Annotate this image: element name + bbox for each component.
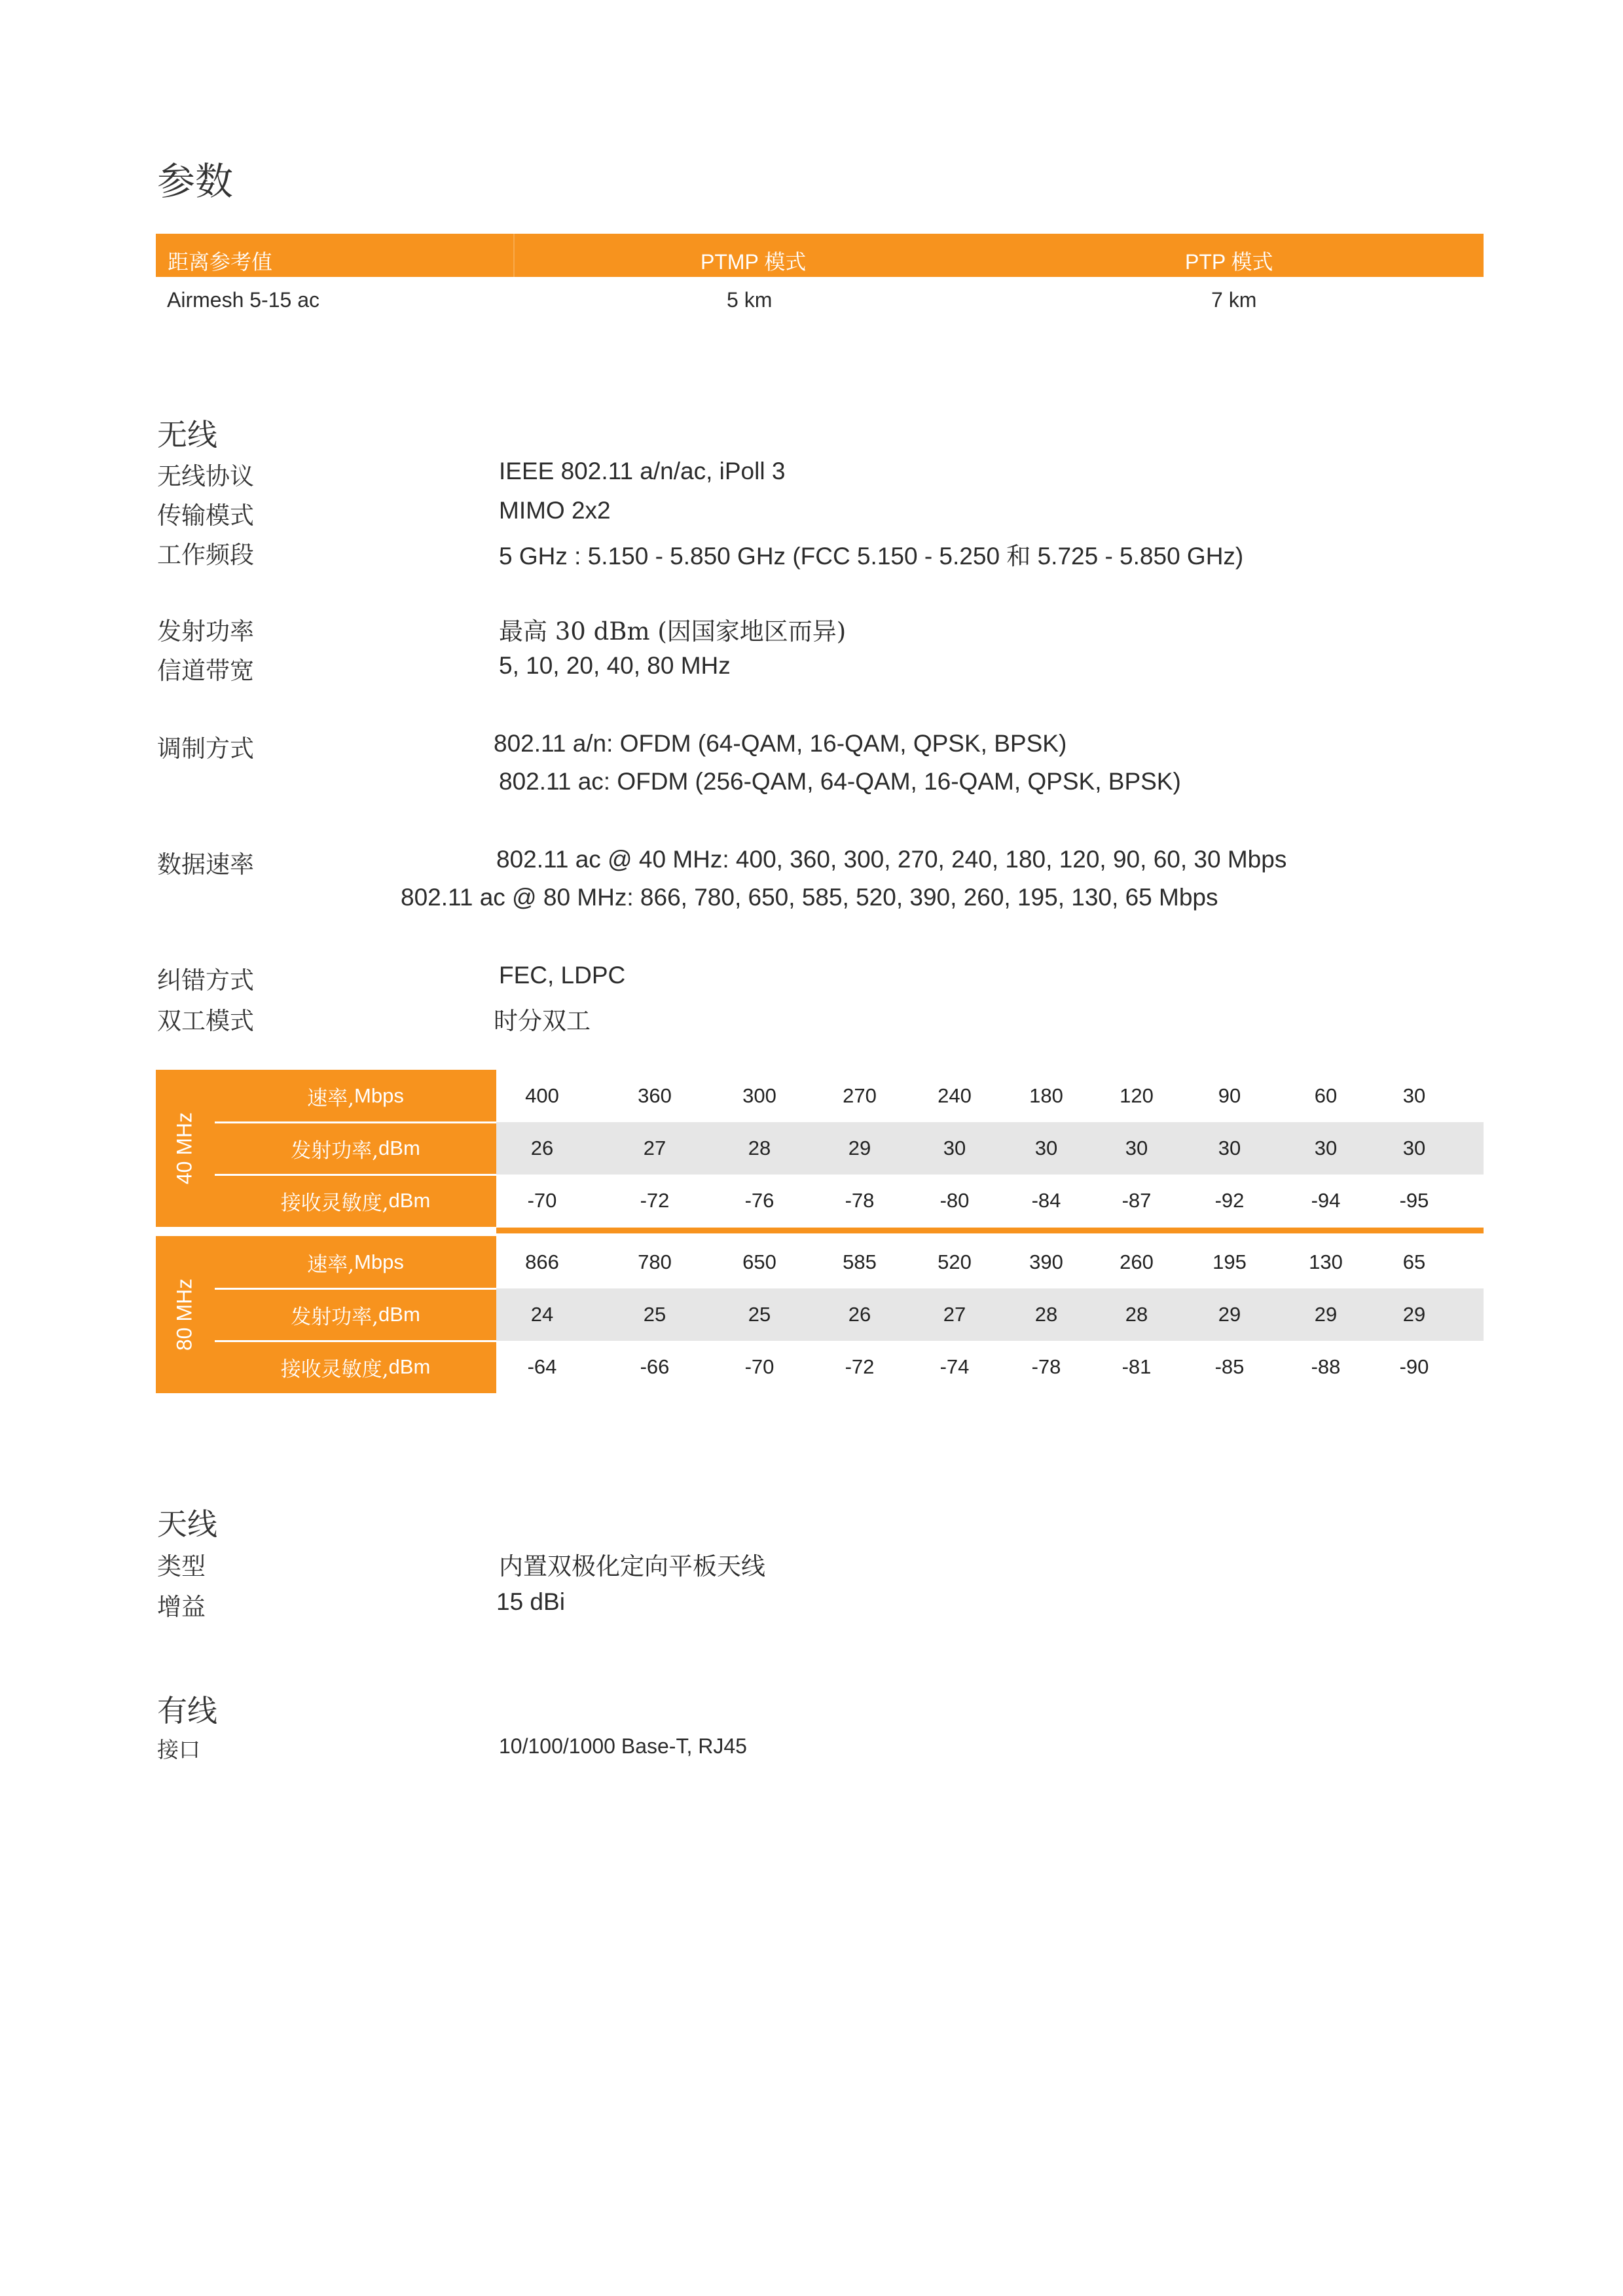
band-label-block xyxy=(156,1236,496,1393)
row-label xyxy=(215,1341,496,1393)
distance-table-header xyxy=(156,234,1484,277)
row-label xyxy=(215,1122,496,1175)
row-label-unit: dBm xyxy=(378,1303,420,1326)
row-label xyxy=(215,1236,496,1288)
table-cell: 30 xyxy=(943,1137,966,1159)
table-cell: -95 xyxy=(1399,1189,1429,1212)
table-cell: -74 xyxy=(939,1355,970,1378)
band-label: 工作频段 xyxy=(157,541,254,569)
protocol-label: 无线协议 xyxy=(157,462,254,490)
table-cell: -78 xyxy=(1031,1355,1061,1378)
table-cell: 25 xyxy=(643,1303,666,1326)
table-cell: 60 xyxy=(1314,1084,1338,1107)
table-cell: 27 xyxy=(943,1303,966,1326)
table-cell: 866 xyxy=(525,1250,559,1273)
table-cell: 650 xyxy=(742,1250,776,1273)
power-label: 发射功率 xyxy=(157,617,254,646)
row-label-cn: 速率, xyxy=(307,1252,355,1277)
mode-label: 传输模式 xyxy=(157,501,254,530)
table-cell: -80 xyxy=(939,1189,970,1212)
row-label-unit: dBm xyxy=(388,1355,431,1378)
table-cell: 30 xyxy=(1218,1137,1241,1159)
wired-port-value: 10/100/1000 Base-T, RJ45 xyxy=(499,1734,747,1758)
row-label-unit: dBm xyxy=(378,1137,420,1159)
row-label-unit: Mbps xyxy=(354,1250,404,1273)
row-label-cn: 接收灵敏度, xyxy=(280,1191,389,1215)
table-cell: 585 xyxy=(843,1250,877,1273)
table-cell: -72 xyxy=(640,1189,670,1212)
wired-port-label: 接口 xyxy=(157,1737,200,1762)
row-label xyxy=(215,1288,496,1341)
row-label xyxy=(215,1070,496,1122)
bandwidth-value: 5, 10, 20, 40, 80 MHz xyxy=(499,652,731,679)
band-label-block xyxy=(156,1070,496,1227)
row-label-cn: 发射功率, xyxy=(291,1305,379,1329)
band-name-text: 40 MHz xyxy=(172,1112,196,1185)
row-label xyxy=(215,1175,496,1227)
table-cell: 90 xyxy=(1218,1084,1241,1107)
table-cell: 130 xyxy=(1309,1250,1343,1273)
band-value: 5 GHz : 5.150 - 5.850 GHz (FCC 5.150 - 5.250 和 5.725 - 5.850 GHz) xyxy=(499,543,1244,570)
table-cell: 300 xyxy=(742,1084,776,1107)
table-cell: 26 xyxy=(848,1303,871,1326)
table-cell: 28 xyxy=(1125,1303,1148,1326)
table-cell: 400 xyxy=(525,1084,559,1107)
table-cell: 195 xyxy=(1213,1250,1247,1273)
group-separator xyxy=(496,1228,1484,1233)
table-cell: 390 xyxy=(1029,1250,1063,1273)
page-title: 参数 xyxy=(157,159,234,204)
datarate-value-2: 802.11 ac @ 80 MHz: 866, 780, 650, 585, 520, 390, 260, 195, 130, 65 Mbps xyxy=(401,884,1218,911)
table-cell: -84 xyxy=(1031,1189,1061,1212)
table-cell: -94 xyxy=(1311,1189,1341,1212)
table-cell: -66 xyxy=(640,1355,670,1378)
band-name xyxy=(156,1236,213,1393)
duplex-label: 双工模式 xyxy=(157,1007,254,1035)
table-cell: -70 xyxy=(527,1189,557,1212)
table-cell: 270 xyxy=(843,1084,877,1107)
table-cell: 520 xyxy=(938,1250,972,1273)
table-cell: 24 xyxy=(530,1303,554,1326)
antenna-heading: 天线 xyxy=(157,1506,217,1542)
table-cell: -70 xyxy=(744,1355,775,1378)
table-cell: -78 xyxy=(845,1189,875,1212)
distance-header-ref: 距离参考值 xyxy=(168,249,273,274)
antenna-gain-label: 增益 xyxy=(157,1593,206,1621)
table-cell: 30 xyxy=(1034,1137,1058,1159)
table-cell: 29 xyxy=(848,1137,871,1159)
fec-value: FEC, LDPC xyxy=(499,962,626,989)
table-cell: 65 xyxy=(1402,1250,1426,1273)
row-label-cn: 发射功率, xyxy=(291,1139,379,1163)
table-cell: 29 xyxy=(1218,1303,1241,1326)
datarate-value-1: 802.11 ac @ 40 MHz: 400, 360, 300, 270, 240, 180, 120, 90, 60, 30 Mbps xyxy=(496,846,1287,873)
antenna-gain-value: 15 dBi xyxy=(496,1588,565,1615)
table-cell: 240 xyxy=(938,1084,972,1107)
mode-value: MIMO 2x2 xyxy=(499,497,611,524)
table-cell: -81 xyxy=(1122,1355,1152,1378)
bandwidth-label: 信道带宽 xyxy=(157,657,254,685)
distance-header-ptmp: PTMP 模式 xyxy=(701,250,807,274)
antenna-type-value: 内置双极化定向平板天线 xyxy=(499,1552,765,1580)
row-label-unit: Mbps xyxy=(354,1084,404,1107)
table-cell: -92 xyxy=(1214,1189,1245,1212)
table-cell: 27 xyxy=(643,1137,666,1159)
table-cell: 25 xyxy=(748,1303,771,1326)
distance-ptmp-value: 5 km xyxy=(727,288,773,312)
table-cell: 260 xyxy=(1120,1250,1154,1273)
protocol-value: IEEE 802.11 a/n/ac, iPoll 3 xyxy=(499,458,786,484)
distance-model: Airmesh 5-15 ac xyxy=(167,288,319,312)
table-cell: 29 xyxy=(1402,1303,1426,1326)
band-name-text: 80 MHz xyxy=(172,1278,196,1351)
row-label-cn: 速率, xyxy=(307,1086,355,1110)
power-value: 最高 30 dBm (因国家地区而异) xyxy=(499,617,847,646)
table-cell: -90 xyxy=(1399,1355,1429,1378)
table-cell: 28 xyxy=(1034,1303,1058,1326)
modulation-label: 调制方式 xyxy=(157,735,254,763)
table-cell: 26 xyxy=(530,1137,554,1159)
row-label-unit: dBm xyxy=(388,1189,431,1212)
wireless-heading: 无线 xyxy=(157,417,217,452)
table-cell: -72 xyxy=(845,1355,875,1378)
table-cell: 120 xyxy=(1120,1084,1154,1107)
table-cell: 30 xyxy=(1314,1137,1338,1159)
table-cell: -64 xyxy=(527,1355,557,1378)
band-name xyxy=(156,1070,213,1227)
table-cell: 780 xyxy=(638,1250,672,1273)
antenna-type-label: 类型 xyxy=(157,1552,206,1580)
table-cell: 30 xyxy=(1402,1084,1426,1107)
table-cell: -88 xyxy=(1311,1355,1341,1378)
duplex-value: 时分双工 xyxy=(494,1007,591,1035)
modulation-value-2: 802.11 ac: OFDM (256-QAM, 64-QAM, 16-QAM, QPSK, BPSK) xyxy=(499,768,1181,795)
datarate-label: 数据速率 xyxy=(157,850,254,879)
table-cell: 360 xyxy=(638,1084,672,1107)
table-cell: -85 xyxy=(1214,1355,1245,1378)
fec-label: 纠错方式 xyxy=(157,966,254,994)
table-cell: -76 xyxy=(744,1189,775,1212)
table-cell: -87 xyxy=(1122,1189,1152,1212)
distance-ptp-value: 7 km xyxy=(1211,288,1257,312)
table-cell: 30 xyxy=(1402,1137,1426,1159)
wired-heading: 有线 xyxy=(157,1693,217,1728)
row-label-cn: 接收灵敏度, xyxy=(280,1357,389,1381)
modulation-value-1: 802.11 a/n: OFDM (64-QAM, 16-QAM, QPSK, BPSK) xyxy=(494,730,1067,757)
table-cell: 180 xyxy=(1029,1084,1063,1107)
table-cell: 29 xyxy=(1314,1303,1338,1326)
header-separator xyxy=(513,234,515,277)
table-cell: 30 xyxy=(1125,1137,1148,1159)
table-cell: 28 xyxy=(748,1137,771,1159)
distance-header-ptp: PTP 模式 xyxy=(1185,250,1273,274)
